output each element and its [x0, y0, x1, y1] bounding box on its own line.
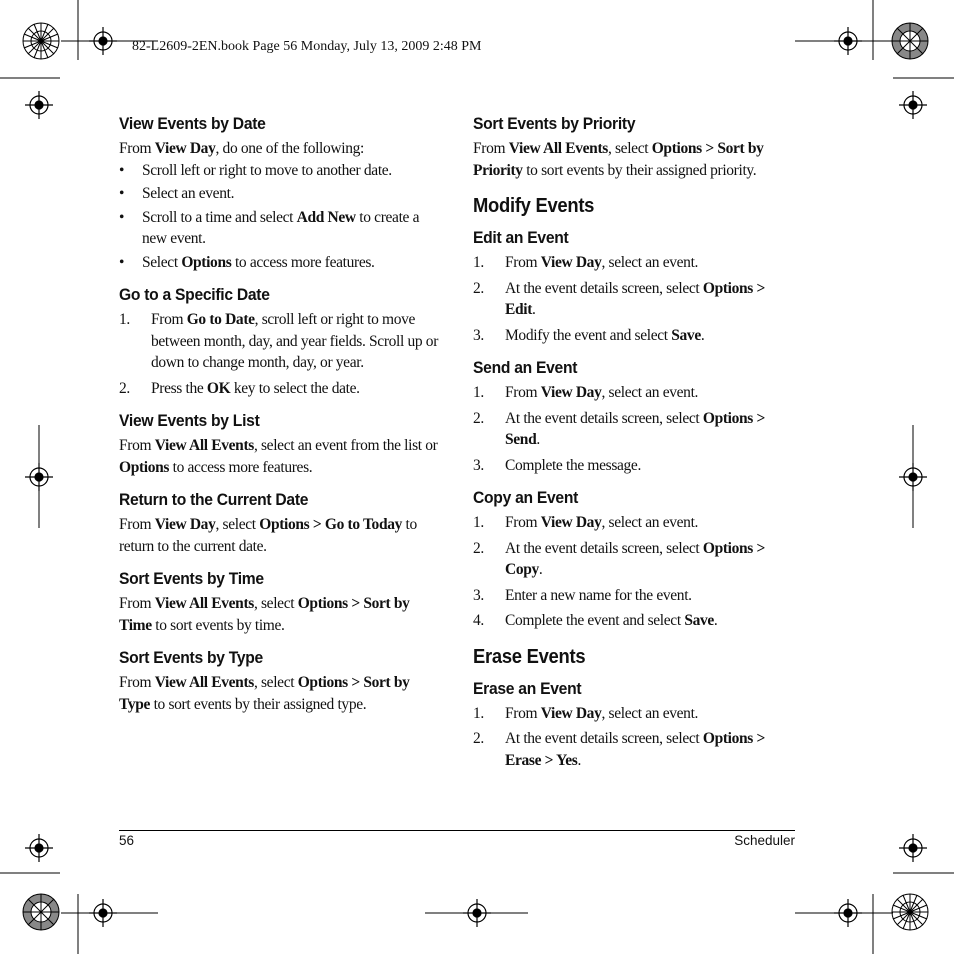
step-item [473, 512, 795, 534]
step-number: 1. [473, 704, 484, 722]
heading-erase-event: Erase an Event [473, 678, 582, 698]
page-number: 56 [119, 833, 135, 848]
section-copy-event [473, 488, 795, 632]
heading-send-event: Send an Event [473, 358, 578, 377]
bold-term: Save [684, 612, 714, 629]
step-text: From View Day, select an event. [505, 704, 699, 722]
bold-term: Save [671, 326, 701, 344]
step-item [473, 382, 795, 404]
step-text: Complete the message. [505, 456, 641, 474]
section-return-current [119, 490, 441, 557]
bold-term: Options [181, 253, 232, 271]
step-text: Press the OK key to select the date. [151, 379, 360, 397]
chapter-name: Scheduler [734, 833, 795, 848]
bullet-marker: • [119, 208, 125, 226]
erase-steps [473, 703, 795, 772]
section-sort-type [119, 648, 441, 715]
bold-term: Options > Edit [505, 279, 765, 318]
step-number: 2. [119, 379, 130, 397]
step-text: From View Day, select an event. [505, 254, 699, 271]
list-item [119, 183, 441, 205]
heading-sort-by-type: Sort Events by Type [119, 648, 263, 667]
heading-return-current-date: Return to the Current Date [119, 490, 309, 509]
section-sort-priority [473, 114, 795, 181]
view-by-date-bullets [119, 160, 441, 274]
step-text: Enter a new name for the event. [505, 586, 692, 604]
step-item [119, 378, 441, 400]
bold-term: View Day [154, 140, 216, 157]
heading-sort-by-priority: Sort Events by Priority [473, 114, 636, 133]
step-item [119, 309, 441, 374]
step-number: 3. [473, 326, 484, 344]
bullet-text: Scroll left or right to move to another date. [142, 161, 392, 179]
step-number: 2. [473, 409, 484, 427]
return-current-body: From View Day, select Options > Go to Today to return to the current date. [119, 516, 417, 555]
section-sort-time [119, 569, 441, 636]
bold-term: Options > Send [505, 409, 765, 448]
step-item [473, 728, 795, 771]
bullet-text: Scroll to a time and select Add New to create a new event. [142, 208, 420, 247]
list-item [119, 252, 441, 274]
bold-term: Add New [296, 208, 356, 226]
step-text: Complete the event and select Save. [505, 612, 718, 629]
step-number: 2. [473, 730, 484, 747]
step-item [473, 703, 795, 725]
heading-view-events-by-date: View Events by Date [119, 114, 266, 133]
step-text: At the event details screen, select Options > Copy. [505, 539, 765, 578]
bold-term: View All Events [154, 595, 254, 612]
bold-term: View All Events [154, 674, 254, 691]
step-text: At the event details screen, select Options > Edit. [505, 279, 765, 318]
step-number: 1. [473, 254, 484, 271]
bold-term: Options > Erase > Yes [505, 730, 765, 769]
right-column [473, 114, 795, 783]
bullet-marker: • [119, 161, 125, 179]
heading-edit-event: Edit an Event [473, 228, 569, 247]
heading-go-to-date: Go to a Specific Date [119, 285, 270, 304]
step-number: 3. [473, 586, 484, 604]
step-text: From Go to Date, scroll left or right to move between month, day, and year fields. Scroll up or down to change month, day, or year. [151, 311, 439, 371]
print-slug: 82-L2609-2EN.book Page 56 Monday, July 13, 2009 2:48 PM [132, 39, 482, 54]
heading-sort-by-time: Sort Events by Time [119, 569, 264, 588]
view-by-list-body: From View All Events, select an event from the list or Options to access more features. [119, 437, 438, 476]
step-number: 1. [473, 514, 484, 531]
bold-term: Options > Copy [505, 539, 765, 578]
sort-priority-body: From View All Events, select Options > Sort by Priority to sort events by their assigned priority. [473, 140, 764, 179]
heading-view-events-by-list: View Events by List [119, 411, 260, 430]
footer-rule [119, 830, 795, 831]
section-go-to-date [119, 285, 441, 399]
send-steps [473, 382, 795, 476]
edit-steps [473, 252, 795, 346]
bullet-marker: • [119, 253, 125, 271]
section-send-event [473, 358, 795, 476]
step-number: 1. [119, 311, 130, 328]
bold-term: Options > Sort by Time [119, 595, 410, 634]
step-item [473, 610, 795, 632]
go-to-date-steps [119, 309, 441, 399]
section-view-by-list [119, 411, 441, 478]
step-item [473, 538, 795, 581]
step-number: 2. [473, 279, 484, 297]
copy-steps [473, 512, 795, 632]
step-number: 3. [473, 456, 484, 474]
bullet-text: Select Options to access more features. [142, 253, 375, 271]
bold-term: Options [119, 458, 170, 476]
bold-term: View All Events [154, 437, 254, 454]
step-item [473, 278, 795, 321]
step-text: At the event details screen, select Options > Erase > Yes. [505, 730, 765, 769]
heading-erase-events: Erase Events [473, 645, 586, 668]
step-text: At the event details screen, select Options > Send. [505, 409, 765, 448]
section-view-by-date [119, 114, 441, 273]
heading-copy-event: Copy an Event [473, 488, 579, 507]
step-text: From View Day, select an event. [505, 384, 699, 401]
bold-term: Options > Sort by Type [119, 674, 410, 713]
step-item [473, 585, 795, 607]
list-item [119, 160, 441, 182]
step-text: Modify the event and select Save. [505, 326, 705, 344]
list-item [119, 207, 441, 250]
bold-term: Go to Date [186, 311, 255, 328]
bullet-marker: • [119, 185, 125, 202]
bold-term: View All Events [508, 140, 608, 157]
step-item [473, 455, 795, 477]
bold-term: View Day [540, 514, 602, 531]
step-text: From View Day, select an event. [505, 514, 699, 531]
bold-term: OK [206, 379, 231, 397]
step-number: 1. [473, 384, 484, 401]
step-number: 2. [473, 539, 484, 557]
step-number: 4. [473, 612, 484, 629]
bold-term: Options > Sort by Priority [473, 140, 764, 179]
step-item [473, 325, 795, 347]
bold-term: View Day [540, 254, 602, 271]
heading-modify-events: Modify Events [473, 195, 595, 217]
bullet-text: Select an event. [142, 185, 235, 202]
sort-type-body: From View All Events, select Options > Sort by Type to sort events by their assigned type. [119, 674, 410, 713]
section-edit-event [473, 228, 795, 346]
bold-term: View Day [540, 704, 602, 722]
sort-time-body: From View All Events, select Options > Sort by Time to sort events by time. [119, 595, 410, 634]
view-by-date-intro: From View Day, do one of the following: [119, 140, 364, 157]
step-item [473, 252, 795, 274]
bold-term: Options > Go to Today [259, 516, 403, 533]
step-item [473, 408, 795, 451]
bold-term: View Day [540, 384, 602, 401]
section-erase-event [473, 679, 795, 772]
bold-term: View Day [154, 516, 216, 533]
left-column [119, 114, 441, 727]
